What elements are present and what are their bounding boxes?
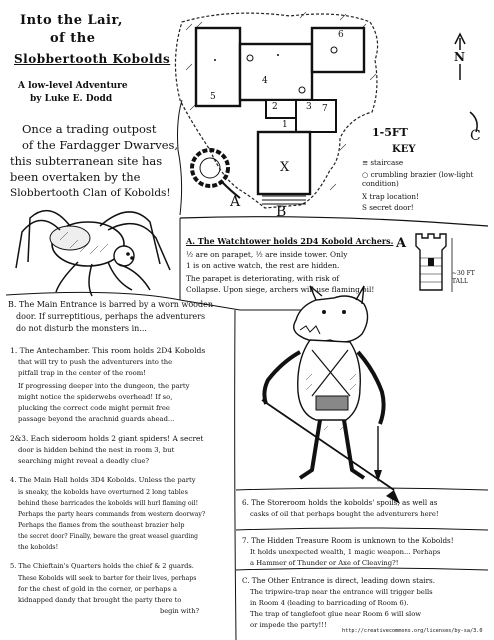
staircase-icon: ≡ (362, 158, 369, 167)
room-5-line-4: kidnapped dandy that brought the party there to (18, 596, 182, 604)
room-1-line-3: pitfall trap in the center of the room! (18, 369, 146, 377)
intro-line-2: of the Fardagger Dwarves, (22, 138, 179, 152)
room-6-line-1: 6. The Storeroom holds the kobolds' spoils, as well as (242, 498, 438, 507)
room-7-line-3: a Hammer of Thunder or Axe of Cleaving?! (250, 559, 399, 567)
key-item-trap: X trap location! (362, 192, 419, 201)
subtitle-line-2: by Luke E. Dodd (30, 94, 113, 104)
map-trap-x: X (280, 160, 290, 175)
watchtower-label: A (396, 236, 407, 251)
room-5-line-5: begin with? (160, 607, 199, 615)
section-c-line-4: The trap of tanglefoot glue near Room 6 will slow (250, 610, 422, 618)
intro-line-5: Slobbertooth Clan of Kobolds! (10, 187, 171, 199)
section-c-line-5: or impede the party!!! (250, 621, 327, 629)
room-5-line-2: These Kobolds will seek to barter for their lives, perhaps (18, 575, 197, 582)
room-4-line-6: the secret door? Finally, beware the great weasel guarding (18, 533, 198, 540)
map-label-a: A (230, 194, 241, 210)
watchtower-height: ~30 FT TALL (452, 270, 475, 285)
map-room-6: 6 (338, 30, 344, 40)
room-6-line-2: casks of oil that perhaps bought the adventurers here! (250, 510, 439, 518)
intro-line-1: Once a trading outpost (22, 122, 157, 136)
room-4-line-4: Perhaps the party hears commands from western doorway? (18, 511, 206, 518)
room-1-line-2: that will try to push the adventurers into the (18, 358, 173, 366)
room-1-line-4: If progressing deeper into the dungeon, the party (18, 382, 190, 390)
room-23-line-3: searching might reveal a deadly clue? (18, 457, 150, 465)
section-b-line-3: do not disturb the monsters in... (16, 324, 147, 333)
key-item-brazier: ○ crumbling brazier (low-light condition) (362, 170, 474, 188)
title-line-1: Into the Lair, (20, 13, 123, 28)
room-1-line-1: 1. The Antechamber. This room holds 2D4 Kobolds (10, 346, 206, 355)
map-label-c: C (470, 128, 481, 144)
room-7-line-2: It holds unexpected wealth, 1 magic weapon... Perhaps (250, 548, 441, 556)
section-b-line-1: B. The Main Entrance is barred by a worn wooden (8, 300, 213, 309)
intro-line-4: been overtaken by the (10, 170, 141, 184)
map-room-1: 1 (282, 120, 288, 130)
title-line-2: of the (50, 31, 96, 46)
room-5-line-1: 5. The Chieftain's Quarters holds the chief & 2 guards. (10, 562, 194, 570)
subtitle-line-1: A low-level Adventure (18, 81, 128, 91)
room-23-line-1: 2&3. Each sideroom holds 2 giant spiders! A secret (10, 434, 204, 443)
room-4-line-7: the kobolds! (18, 543, 59, 551)
map-room-5: 5 (210, 92, 216, 102)
watchtower-line-1: ½ are on parapet, ½ are inside tower. Only (186, 250, 348, 259)
key-item-staircase: ≡ staircase (362, 158, 404, 167)
room-4-line-5: Perhaps the flames from the southeast brazier help (18, 521, 185, 529)
watchtower-line-3: The parapet is deteriorating, with risk of (186, 274, 340, 283)
brazier-icon: ○ (362, 170, 369, 179)
map-room-2: 2 (272, 102, 278, 112)
room-5-line-3: for the chest of gold in the corner, or perhaps a (18, 585, 177, 593)
section-c-line-3: in Room 4 (leading to barricading of Room 6). (250, 599, 409, 607)
room-1-line-6: plucking the correct code might permit free (18, 404, 170, 412)
map-room-7: 7 (322, 104, 328, 114)
map-room-4: 4 (262, 76, 268, 86)
section-b-line-2: door. If surreptitious, perhaps the adventurers (16, 312, 206, 321)
license-link[interactable]: http://creativecommons.org/licenses/by-sa/3.0 (342, 628, 483, 634)
intro-line-3: this subterranean site has (10, 154, 163, 168)
map-room-3: 3 (306, 102, 312, 112)
key-title: KEY (392, 144, 416, 155)
room-4-line-2: is sneaky, the kobolds have overturned 2 long tables (18, 488, 188, 496)
trap-icon: X (362, 192, 368, 201)
watchtower-line-4: Collapse. Upon siege, archers will use flaming oil! (186, 285, 375, 294)
secret-door-icon: S (362, 203, 367, 212)
room-1-line-5: might notice the spiderwebs overhead! If so, (18, 393, 173, 401)
compass-n: N (454, 50, 465, 64)
room-4-line-3: behind these barricades the kobolds will hurl flaming oil! (18, 500, 199, 507)
watchtower-heading: A. The Watchtower holds 2D4 Kobold Archers. (186, 236, 394, 246)
key-item-secret-door: S secret door! (362, 203, 414, 212)
room-1-line-7: passage beyond the arachnid guards ahead... (18, 415, 175, 423)
section-c-line-2: The tripwire-trap near the entrance will trigger bells (250, 588, 433, 596)
map-scale: 1-5FT (372, 126, 408, 139)
watchtower-line-2: 1 is on active watch, the rest are hidden. (186, 261, 340, 270)
room-23-line-2: door is hidden behind the nest in room 3, but (18, 446, 175, 454)
section-c-line-1: C. The Other Entrance is direct, leading down stairs. (242, 576, 435, 585)
map-label-b: B (276, 204, 287, 220)
room-4-line-1: 4. The Main Hall holds 3D4 Kobolds. Unless the party (10, 476, 196, 484)
room-7-line-1: 7. The Hidden Treasure Room is unknown to the Kobolds! (242, 536, 454, 545)
title-line-3: Slobbertooth Kobolds (14, 52, 171, 66)
